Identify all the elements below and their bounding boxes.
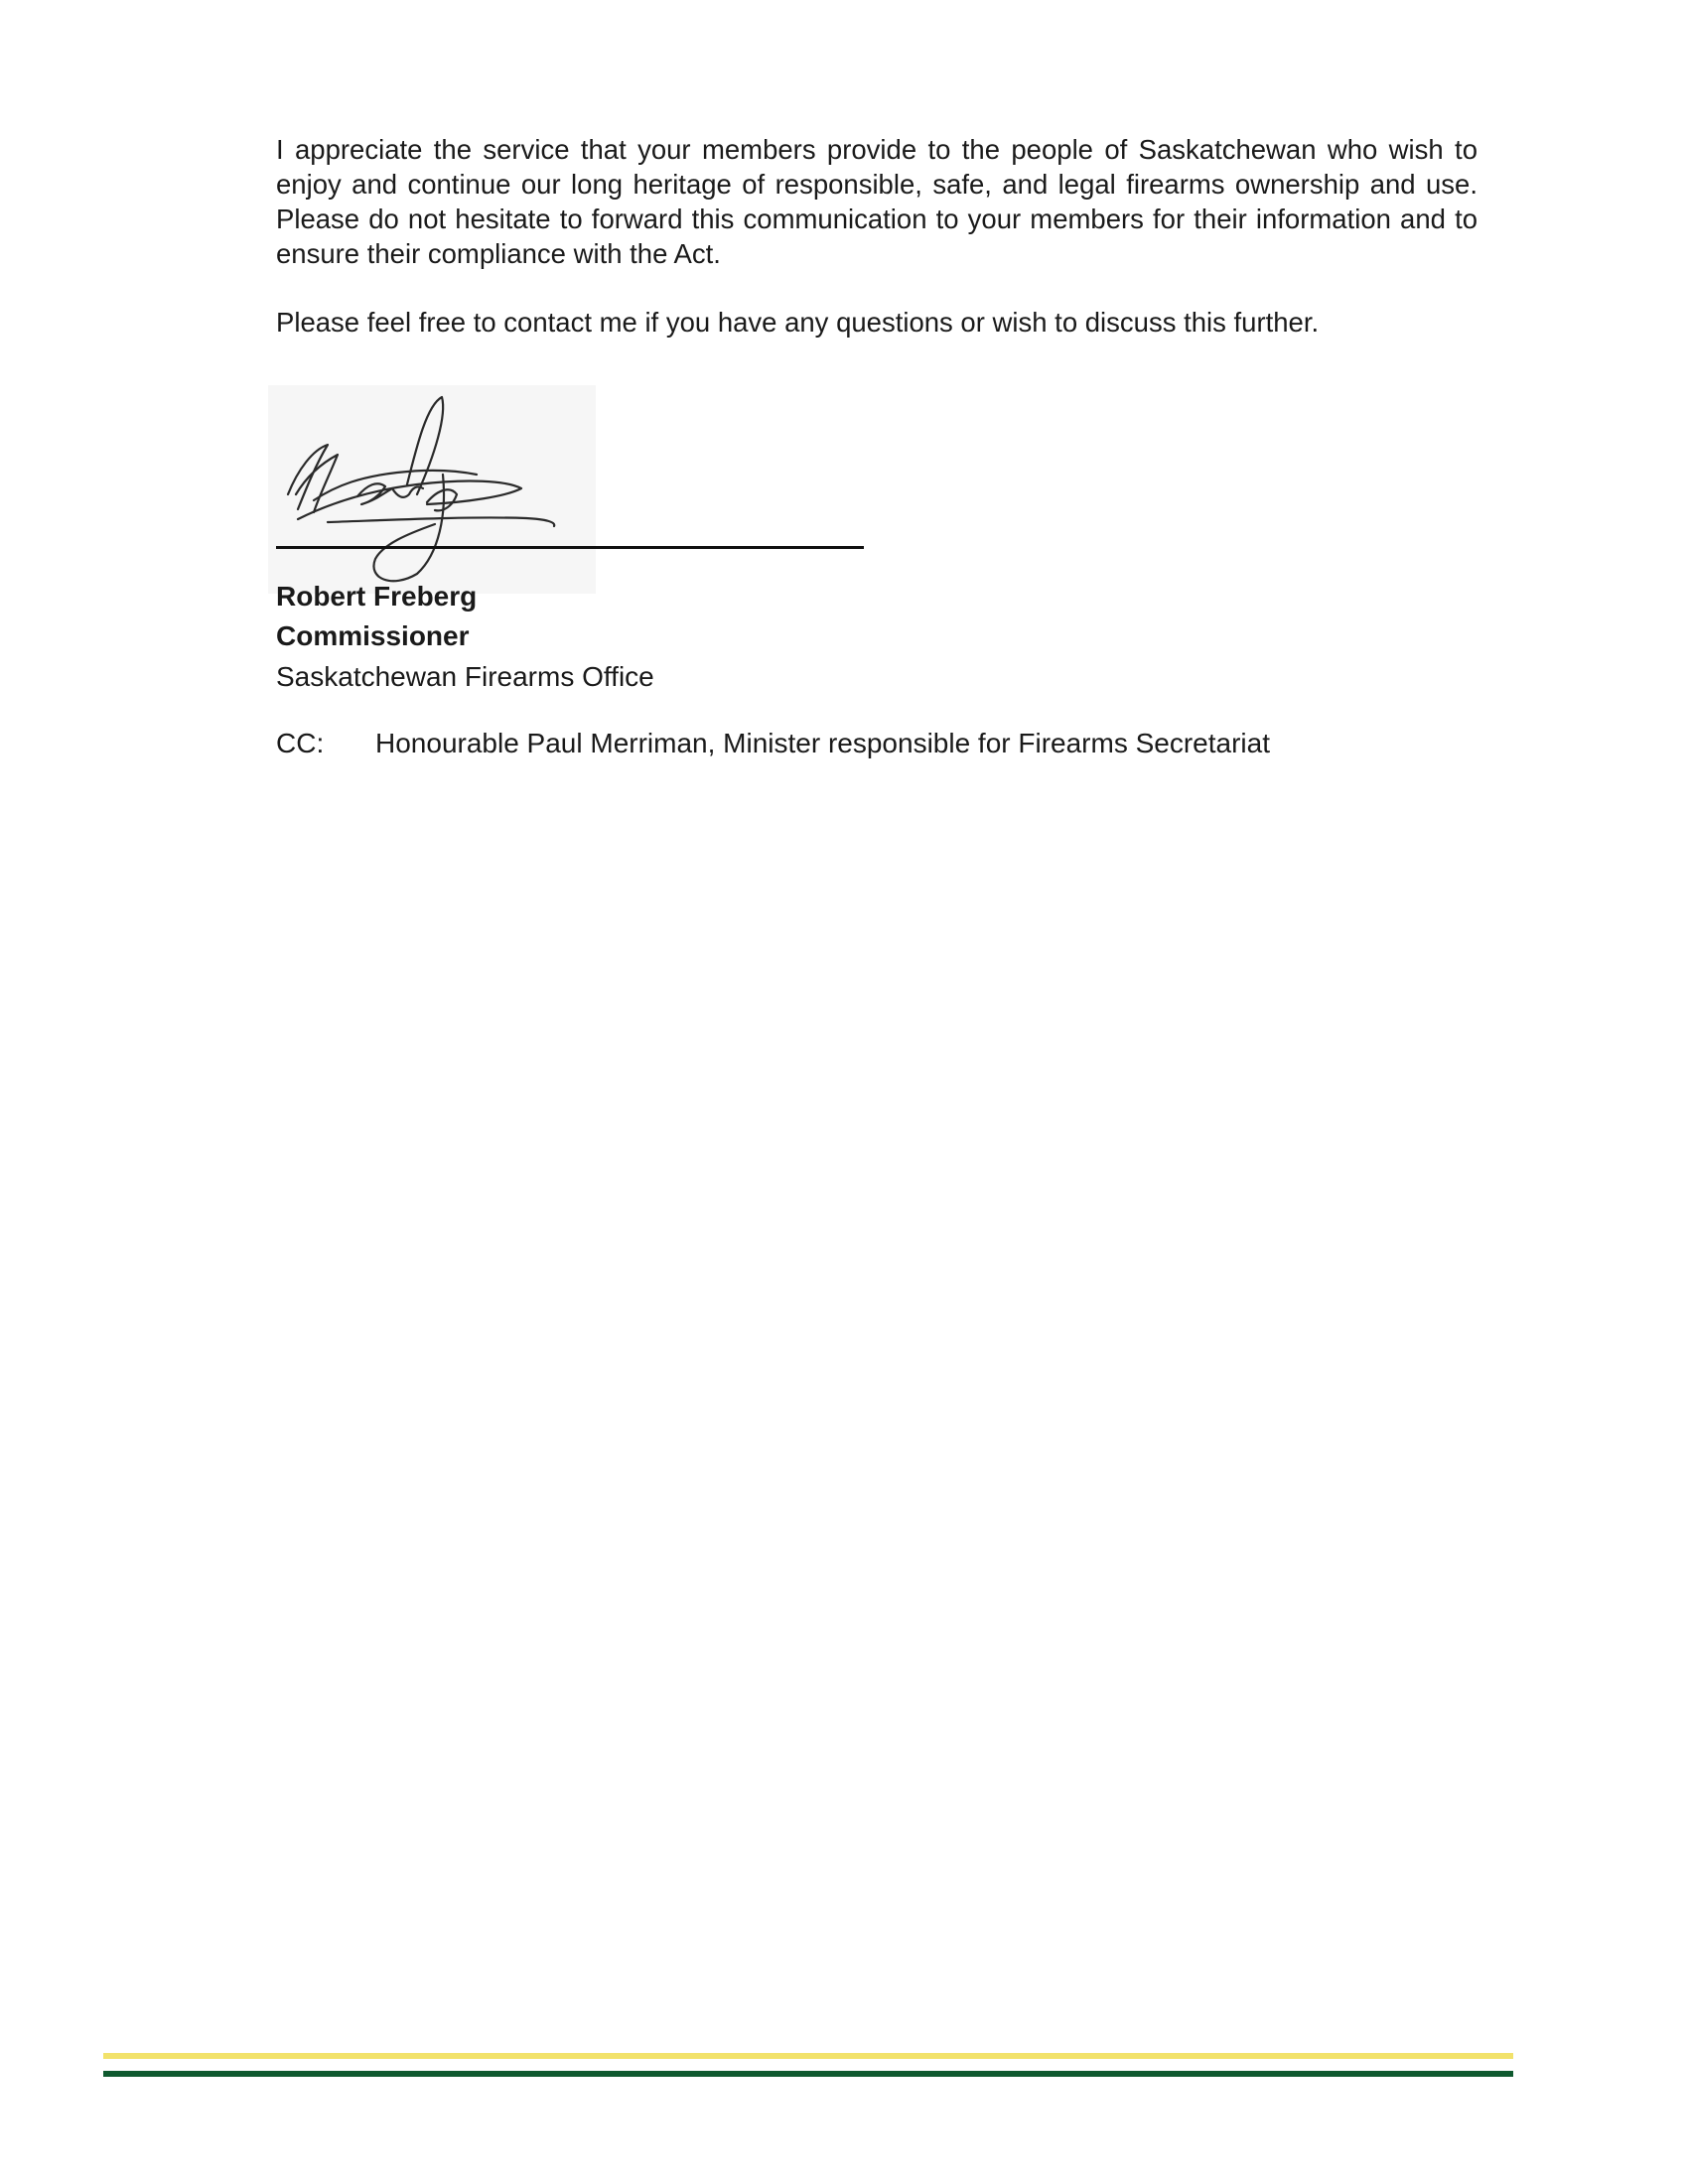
signatory-name: Robert Freberg [276, 581, 478, 612]
footer-rule-green [103, 2071, 1513, 2077]
footer-rule-yellow [103, 2053, 1513, 2059]
signatory-organization: Saskatchewan Firearms Office [276, 661, 654, 692]
signature-line [276, 546, 864, 549]
cc-label: CC: [276, 728, 325, 758]
handwritten-signature [268, 385, 596, 594]
signature-icon [268, 385, 596, 594]
body-paragraph-2: Please feel free to contact me if you have any questions or wish to discuss this further. [276, 307, 1320, 338]
cc-line [276, 727, 1270, 760]
signatory-title: Commissioner [276, 620, 470, 651]
body-paragraph-1: I appreciate the service that your members provide to the people of Saskatchewan who wish to enjoy and continue our long heritage of responsible, safe, and legal firearms ownership and use. Please do not hesitate to forward this communication to your members for their information and to ensure their compliance with the Act. [276, 134, 1477, 269]
cc-recipient: Honourable Paul Merriman, Minister responsible for Firearms Secretariat [375, 728, 1271, 758]
